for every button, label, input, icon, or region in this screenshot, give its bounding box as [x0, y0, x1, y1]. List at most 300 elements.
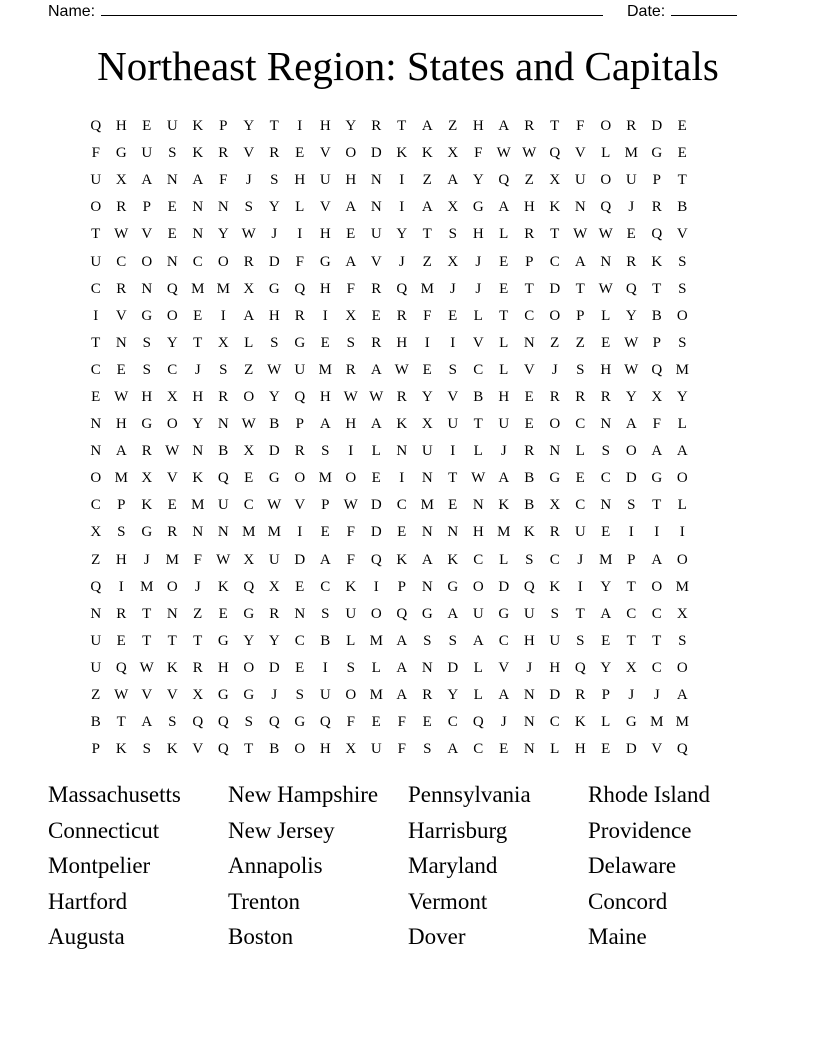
grid-letter[interactable]: O [141, 253, 153, 270]
grid-letter[interactable]: J [475, 280, 482, 297]
grid-letter[interactable]: W [598, 226, 613, 243]
grid-letter[interactable]: M [675, 361, 689, 378]
grid-letter[interactable]: K [192, 118, 204, 135]
grid-letter[interactable]: G [319, 253, 331, 270]
grid-letter[interactable]: S [346, 334, 355, 351]
grid-letter[interactable]: E [601, 632, 611, 649]
grid-letter[interactable]: M [191, 280, 205, 297]
grid-letter[interactable]: R [371, 118, 382, 135]
grid-letter[interactable]: F [397, 714, 406, 731]
grid-letter[interactable]: L [473, 443, 483, 460]
grid-letter[interactable]: E [448, 497, 458, 514]
grid-letter[interactable]: Q [396, 605, 408, 622]
grid-letter[interactable]: P [321, 497, 330, 514]
grid-letter[interactable]: H [268, 307, 280, 324]
grid-letter[interactable]: N [370, 199, 382, 216]
grid-letter[interactable]: C [473, 361, 484, 378]
grid-letter[interactable]: N [217, 524, 229, 541]
grid-letter[interactable]: Q [294, 388, 306, 405]
grid-letter[interactable]: M [369, 632, 383, 649]
grid-letter[interactable]: G [141, 524, 153, 541]
grid-letter[interactable]: Q [268, 714, 280, 731]
grid-letter[interactable]: O [217, 253, 229, 270]
grid-letter[interactable]: R [116, 199, 127, 216]
grid-letter[interactable]: C [600, 470, 611, 487]
grid-letter[interactable]: H [549, 659, 561, 676]
grid-letter[interactable]: R [651, 199, 662, 216]
grid-letter[interactable]: B [90, 714, 101, 731]
grid-letter[interactable]: N [166, 253, 178, 270]
grid-letter[interactable]: Q [217, 470, 229, 487]
grid-letter[interactable]: A [447, 741, 459, 758]
grid-letter[interactable]: R [524, 226, 535, 243]
grid-letter[interactable]: H [345, 416, 357, 433]
grid-letter[interactable]: Y [421, 388, 433, 405]
grid-letter[interactable]: I [399, 199, 405, 216]
grid-letter[interactable]: Y [217, 226, 229, 243]
grid-letter[interactable]: Q [166, 280, 178, 297]
grid-letter[interactable]: N [600, 253, 612, 270]
grid-letter[interactable]: L [550, 741, 560, 758]
grid-letter[interactable]: E [218, 605, 228, 622]
grid-letter[interactable]: N [523, 687, 535, 704]
grid-letter[interactable]: P [627, 551, 636, 568]
grid-letter[interactable]: I [297, 524, 303, 541]
grid-letter[interactable]: F [346, 524, 355, 541]
grid-letter[interactable]: A [600, 605, 612, 622]
grid-letter[interactable]: C [549, 253, 560, 270]
grid-letter[interactable]: J [500, 714, 507, 731]
grid-letter[interactable]: F [295, 253, 304, 270]
grid-letter[interactable]: E [397, 524, 407, 541]
grid-letter[interactable]: V [651, 741, 663, 758]
grid-letter[interactable]: H [319, 741, 331, 758]
grid-letter[interactable]: U [370, 226, 382, 243]
grid-letter[interactable]: Q [396, 280, 408, 297]
grid-letter[interactable]: R [141, 443, 152, 460]
grid-letter[interactable]: K [166, 659, 178, 676]
grid-letter[interactable]: W [394, 361, 409, 378]
grid-letter[interactable]: Q [600, 199, 612, 216]
grid-letter[interactable]: V [166, 470, 178, 487]
grid-letter[interactable]: S [117, 524, 126, 541]
grid-letter[interactable]: Q [549, 145, 561, 162]
grid-letter[interactable]: A [574, 253, 586, 270]
grid-letter[interactable]: T [448, 470, 458, 487]
grid-letter[interactable]: A [447, 605, 459, 622]
grid-letter[interactable]: A [625, 416, 637, 433]
grid-letter[interactable]: J [194, 578, 201, 595]
grid-letter[interactable]: H [115, 118, 127, 135]
grid-letter[interactable]: N [396, 443, 408, 460]
grid-letter[interactable]: K [115, 741, 127, 758]
grid-letter[interactable]: H [294, 172, 306, 189]
grid-letter[interactable]: L [473, 307, 483, 324]
grid-letter[interactable]: E [244, 470, 254, 487]
grid-letter[interactable]: W [598, 280, 613, 297]
grid-letter[interactable]: A [370, 416, 382, 433]
grid-letter[interactable]: L [244, 334, 254, 351]
grid-letter[interactable]: R [167, 524, 178, 541]
grid-letter[interactable]: W [471, 470, 486, 487]
grid-letter[interactable]: B [473, 388, 484, 405]
grid-letter[interactable]: U [370, 741, 382, 758]
grid-letter[interactable]: G [498, 605, 510, 622]
grid-letter[interactable]: A [141, 172, 153, 189]
grid-letter[interactable]: D [651, 118, 663, 135]
grid-letter[interactable]: I [373, 578, 379, 595]
grid-letter[interactable]: U [319, 687, 331, 704]
grid-letter[interactable]: R [396, 388, 407, 405]
grid-letter[interactable]: J [271, 687, 278, 704]
grid-letter[interactable]: F [219, 172, 228, 189]
grid-letter[interactable]: J [245, 172, 252, 189]
grid-letter[interactable]: K [166, 741, 178, 758]
grid-letter[interactable]: P [652, 172, 661, 189]
grid-letter[interactable]: C [90, 361, 101, 378]
grid-letter[interactable]: O [549, 416, 561, 433]
grid-letter[interactable]: O [243, 659, 255, 676]
grid-letter[interactable]: T [677, 172, 687, 189]
grid-letter[interactable]: M [650, 714, 664, 731]
grid-letter[interactable]: S [678, 253, 687, 270]
grid-letter[interactable]: D [498, 578, 510, 595]
grid-letter[interactable]: P [601, 687, 610, 704]
grid-letter[interactable]: J [500, 443, 507, 460]
grid-letter[interactable]: K [447, 551, 459, 568]
grid-letter[interactable]: Q [498, 172, 510, 189]
grid-letter[interactable]: Q [625, 280, 637, 297]
grid-letter[interactable]: U [319, 172, 331, 189]
grid-letter[interactable]: T [575, 280, 585, 297]
grid-letter[interactable]: S [270, 172, 279, 189]
grid-letter[interactable]: Y [243, 118, 255, 135]
grid-letter[interactable]: G [115, 145, 127, 162]
grid-letter[interactable]: T [193, 334, 203, 351]
grid-letter[interactable]: M [216, 280, 230, 297]
grid-letter[interactable]: I [577, 578, 583, 595]
grid-letter[interactable]: N [523, 714, 535, 731]
grid-letter[interactable]: D [625, 741, 637, 758]
grid-letter[interactable]: A [498, 470, 510, 487]
grid-letter[interactable]: P [142, 199, 151, 216]
grid-letter[interactable]: Q [294, 280, 306, 297]
grid-letter[interactable]: W [216, 551, 231, 568]
grid-letter[interactable]: S [168, 714, 177, 731]
grid-letter[interactable]: V [294, 497, 306, 514]
grid-letter[interactable]: G [549, 470, 561, 487]
grid-letter[interactable]: E [91, 388, 101, 405]
grid-letter[interactable]: I [297, 118, 303, 135]
grid-letter[interactable]: M [599, 551, 613, 568]
grid-letter[interactable]: R [524, 118, 535, 135]
grid-letter[interactable]: U [141, 145, 153, 162]
grid-letter[interactable]: A [676, 687, 688, 704]
grid-letter[interactable]: H [396, 334, 408, 351]
grid-letter[interactable]: D [370, 145, 382, 162]
grid-letter[interactable]: Y [600, 578, 612, 595]
grid-letter[interactable]: S [448, 361, 457, 378]
grid-letter[interactable]: C [549, 714, 560, 731]
grid-letter[interactable]: K [345, 578, 357, 595]
grid-letter[interactable]: D [370, 497, 382, 514]
grid-letter[interactable]: K [396, 416, 408, 433]
grid-letter[interactable]: S [576, 361, 585, 378]
grid-letter[interactable]: X [243, 551, 255, 568]
grid-letter[interactable]: I [450, 334, 456, 351]
grid-letter[interactable]: M [497, 524, 511, 541]
grid-letter[interactable]: B [524, 470, 535, 487]
grid-letter[interactable]: V [166, 687, 178, 704]
grid-letter[interactable]: X [268, 578, 280, 595]
grid-letter[interactable]: X [651, 388, 663, 405]
grid-letter[interactable]: X [345, 307, 357, 324]
grid-letter[interactable]: F [193, 551, 202, 568]
grid-letter[interactable]: O [600, 118, 612, 135]
grid-letter[interactable]: G [421, 605, 433, 622]
grid-letter[interactable]: L [371, 659, 381, 676]
grid-letter[interactable]: H [472, 524, 484, 541]
grid-letter[interactable]: A [396, 659, 408, 676]
grid-letter[interactable]: M [675, 714, 689, 731]
grid-letter[interactable]: O [243, 388, 255, 405]
grid-letter[interactable]: N [166, 172, 178, 189]
grid-letter[interactable]: Z [422, 172, 432, 189]
grid-letter[interactable]: X [549, 172, 561, 189]
name-field[interactable] [48, 0, 603, 21]
grid-letter[interactable]: D [625, 470, 637, 487]
grid-letter[interactable]: J [653, 687, 660, 704]
grid-letter[interactable]: H [472, 118, 484, 135]
grid-letter[interactable]: O [676, 307, 688, 324]
grid-letter[interactable]: K [574, 714, 586, 731]
grid-letter[interactable]: R [269, 145, 280, 162]
grid-letter[interactable]: O [90, 199, 102, 216]
grid-letter[interactable]: L [346, 632, 356, 649]
grid-letter[interactable]: N [294, 605, 306, 622]
grid-letter[interactable]: N [472, 497, 484, 514]
grid-letter[interactable]: Q [574, 659, 586, 676]
grid-letter[interactable]: O [676, 470, 688, 487]
grid-letter[interactable]: C [447, 714, 458, 731]
grid-letter[interactable]: J [526, 659, 533, 676]
grid-letter[interactable]: B [320, 632, 331, 649]
grid-letter[interactable]: T [550, 226, 560, 243]
grid-letter[interactable]: C [90, 497, 101, 514]
grid-letter[interactable]: T [397, 118, 407, 135]
grid-letter[interactable]: S [142, 334, 151, 351]
grid-letter[interactable]: C [473, 741, 484, 758]
grid-letter[interactable]: O [90, 470, 102, 487]
grid-letter[interactable]: R [371, 334, 382, 351]
grid-letter[interactable]: Q [370, 551, 382, 568]
grid-letter[interactable]: I [118, 578, 124, 595]
grid-letter[interactable]: P [117, 497, 126, 514]
grid-letter[interactable]: N [141, 280, 153, 297]
grid-letter[interactable]: G [268, 280, 280, 297]
grid-letter[interactable]: U [447, 416, 459, 433]
grid-letter[interactable]: Z [91, 687, 101, 704]
grid-letter[interactable]: S [448, 226, 457, 243]
grid-letter[interactable]: A [447, 172, 459, 189]
grid-letter[interactable]: H [523, 199, 535, 216]
grid-letter[interactable]: C [294, 632, 305, 649]
grid-letter[interactable]: L [499, 361, 509, 378]
grid-letter[interactable]: E [524, 388, 534, 405]
grid-letter[interactable]: S [678, 632, 687, 649]
name-blank-line[interactable] [101, 0, 603, 16]
grid-letter[interactable]: M [624, 145, 638, 162]
grid-letter[interactable]: H [319, 280, 331, 297]
grid-letter[interactable]: R [626, 118, 637, 135]
grid-letter[interactable]: W [343, 497, 358, 514]
grid-letter[interactable]: X [447, 199, 459, 216]
grid-letter[interactable]: L [601, 145, 611, 162]
grid-letter[interactable]: F [91, 145, 100, 162]
grid-letter[interactable]: U [90, 632, 102, 649]
grid-letter[interactable]: B [651, 307, 662, 324]
date-blank-line[interactable] [671, 0, 737, 16]
grid-letter[interactable]: T [422, 226, 432, 243]
grid-letter[interactable]: J [551, 361, 558, 378]
grid-letter[interactable]: Q [472, 714, 484, 731]
grid-letter[interactable]: A [345, 253, 357, 270]
grid-letter[interactable]: K [396, 145, 408, 162]
grid-letter[interactable]: X [345, 741, 357, 758]
grid-letter[interactable]: F [576, 118, 585, 135]
grid-letter[interactable]: Q [651, 226, 663, 243]
grid-letter[interactable]: Y [268, 199, 280, 216]
grid-letter[interactable]: Y [166, 334, 178, 351]
grid-letter[interactable]: E [320, 334, 330, 351]
grid-letter[interactable]: G [243, 687, 255, 704]
grid-letter[interactable]: E [626, 226, 636, 243]
grid-letter[interactable]: I [450, 443, 456, 460]
grid-letter[interactable]: S [627, 497, 636, 514]
grid-letter[interactable]: R [269, 605, 280, 622]
grid-letter[interactable]: Z [193, 605, 203, 622]
grid-letter[interactable]: X [141, 470, 153, 487]
grid-letter[interactable]: Z [448, 118, 458, 135]
grid-letter[interactable]: J [398, 253, 405, 270]
grid-letter[interactable]: R [626, 253, 637, 270]
grid-letter[interactable]: F [423, 307, 432, 324]
grid-letter[interactable]: T [473, 416, 483, 433]
grid-letter[interactable]: W [522, 145, 537, 162]
grid-letter[interactable]: U [294, 361, 306, 378]
grid-letter[interactable]: T [91, 334, 101, 351]
grid-letter[interactable]: E [295, 145, 305, 162]
grid-letter[interactable]: B [269, 416, 280, 433]
grid-letter[interactable]: K [192, 145, 204, 162]
grid-letter[interactable]: V [115, 307, 127, 324]
grid-letter[interactable]: J [143, 551, 150, 568]
grid-letter[interactable]: E [601, 741, 611, 758]
grid-letter[interactable]: E [499, 741, 509, 758]
grid-letter[interactable]: W [496, 145, 511, 162]
grid-letter[interactable]: E [422, 361, 432, 378]
grid-letter[interactable]: T [524, 280, 534, 297]
grid-letter[interactable]: P [219, 118, 228, 135]
grid-letter[interactable]: I [322, 659, 328, 676]
grid-letter[interactable]: N [90, 605, 102, 622]
grid-letter[interactable]: O [166, 578, 178, 595]
grid-letter[interactable]: U [549, 632, 561, 649]
grid-letter[interactable]: V [192, 741, 204, 758]
grid-letter[interactable]: I [399, 172, 405, 189]
grid-letter[interactable]: M [140, 578, 154, 595]
grid-letter[interactable]: B [524, 497, 535, 514]
grid-letter[interactable]: O [549, 307, 561, 324]
grid-letter[interactable]: T [575, 605, 585, 622]
grid-letter[interactable]: G [217, 687, 229, 704]
grid-letter[interactable]: U [472, 605, 484, 622]
grid-letter[interactable]: L [473, 659, 483, 676]
grid-letter[interactable]: R [218, 145, 229, 162]
grid-letter[interactable]: H [345, 172, 357, 189]
grid-letter[interactable]: B [677, 199, 688, 216]
grid-letter[interactable]: T [91, 226, 101, 243]
grid-letter[interactable]: G [294, 714, 306, 731]
grid-letter[interactable]: N [574, 199, 586, 216]
grid-letter[interactable]: W [267, 361, 282, 378]
grid-letter[interactable]: S [168, 145, 177, 162]
grid-letter[interactable]: A [192, 172, 204, 189]
grid-letter[interactable]: S [142, 361, 151, 378]
grid-letter[interactable]: A [472, 632, 484, 649]
grid-letter[interactable]: J [577, 551, 584, 568]
grid-letter[interactable]: Z [524, 172, 534, 189]
grid-letter[interactable]: M [318, 361, 332, 378]
grid-letter[interactable]: L [677, 416, 687, 433]
grid-letter[interactable]: D [549, 687, 561, 704]
grid-letter[interactable]: E [295, 659, 305, 676]
grid-letter[interactable]: E [167, 497, 177, 514]
grid-letter[interactable]: U [90, 659, 102, 676]
grid-letter[interactable]: F [652, 416, 661, 433]
grid-letter[interactable]: H [472, 226, 484, 243]
grid-letter[interactable]: R [600, 388, 611, 405]
grid-letter[interactable]: O [600, 172, 612, 189]
grid-letter[interactable]: U [498, 416, 510, 433]
grid-letter[interactable]: X [217, 334, 229, 351]
grid-letter[interactable]: S [550, 605, 559, 622]
grid-letter[interactable]: R [575, 687, 586, 704]
grid-letter[interactable]: A [676, 443, 688, 460]
grid-letter[interactable]: T [116, 714, 126, 731]
grid-letter[interactable]: S [244, 714, 253, 731]
grid-letter[interactable]: S [270, 334, 279, 351]
grid-letter[interactable]: U [268, 551, 280, 568]
grid-letter[interactable]: L [601, 307, 611, 324]
grid-letter[interactable]: D [549, 280, 561, 297]
grid-letter[interactable]: L [499, 226, 509, 243]
grid-letter[interactable]: M [675, 578, 689, 595]
grid-letter[interactable]: E [142, 118, 152, 135]
grid-letter[interactable]: X [192, 687, 204, 704]
grid-letter[interactable]: A [421, 118, 433, 135]
grid-letter[interactable]: R [294, 307, 305, 324]
grid-letter[interactable]: N [192, 443, 204, 460]
grid-letter[interactable]: C [524, 307, 535, 324]
grid-letter[interactable]: K [396, 551, 408, 568]
grid-letter[interactable]: K [549, 199, 561, 216]
grid-letter[interactable]: M [267, 524, 281, 541]
grid-letter[interactable]: E [524, 416, 534, 433]
grid-letter[interactable]: T [652, 497, 662, 514]
grid-letter[interactable]: U [90, 253, 102, 270]
grid-letter[interactable]: E [193, 307, 203, 324]
